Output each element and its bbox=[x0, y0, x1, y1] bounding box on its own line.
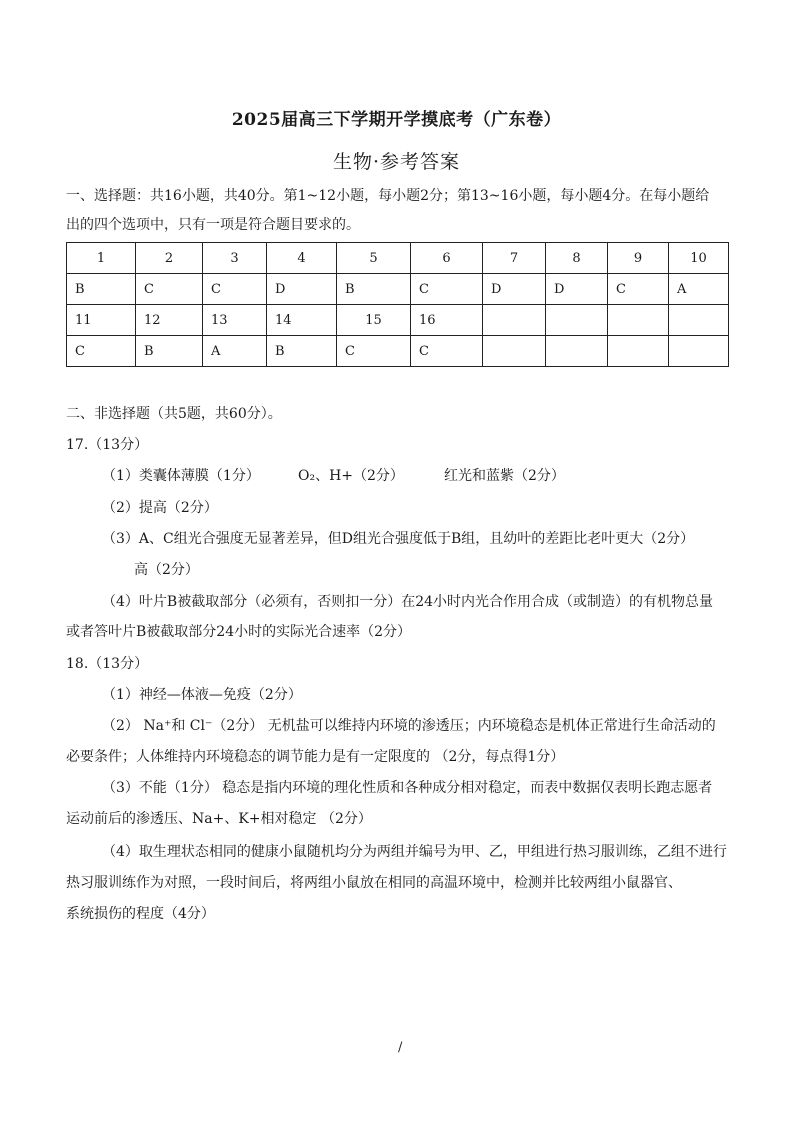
section1-instructions-line1: 一、选择题：共16小题，共40分。第1~12小题，每小题2分；第13~16小题，每小题4分。在每小题给 bbox=[66, 188, 710, 204]
table-row bbox=[67, 305, 729, 336]
table-cell: 8 bbox=[546, 243, 608, 274]
table-cell: 7 bbox=[483, 243, 546, 274]
table-cell: B bbox=[337, 274, 411, 305]
table-cell bbox=[546, 336, 608, 367]
table-row bbox=[67, 243, 729, 274]
table-cell: C bbox=[411, 336, 483, 367]
table-cell: 4 bbox=[267, 243, 337, 274]
table-cell: B bbox=[267, 336, 337, 367]
table-cell: A bbox=[669, 274, 729, 305]
table-cell: C bbox=[136, 274, 203, 305]
table-cell: 13 bbox=[203, 305, 267, 336]
q18-answer-3b: 运动前后的渗透压、Na+、K+相对稳定 （2分） bbox=[66, 811, 372, 827]
table-row bbox=[67, 274, 729, 305]
table-cell: D bbox=[483, 274, 546, 305]
table-cell: D bbox=[546, 274, 608, 305]
table-cell: C bbox=[337, 336, 411, 367]
table-cell: 9 bbox=[608, 243, 669, 274]
table-cell: C bbox=[411, 274, 483, 305]
q17-answer-1c: 红光和蓝紫（2分） bbox=[444, 468, 565, 484]
q18-answer-1: （1）神经—体液—免疫（2分） bbox=[102, 687, 302, 703]
q17-answer-1b: O₂、H+（2分） bbox=[298, 468, 404, 484]
table-cell bbox=[483, 305, 546, 336]
page-number: / bbox=[398, 1040, 403, 1055]
answer-table bbox=[66, 242, 729, 367]
table-cell bbox=[608, 336, 669, 367]
table-cell bbox=[483, 336, 546, 367]
table-cell: 10 bbox=[669, 243, 729, 274]
table-cell: 6 bbox=[411, 243, 483, 274]
q18-answer-4c: 系统损伤的程度（4分） bbox=[66, 906, 215, 922]
table-cell bbox=[546, 305, 608, 336]
table-cell: D bbox=[267, 274, 337, 305]
q18-label: 18.（13分） bbox=[66, 656, 149, 672]
table-cell: C bbox=[67, 336, 136, 367]
q18-answer-4: （4）取生理状态相同的健康小鼠随机均分为两组并编号为甲、乙，甲组进行热习服训练，乙组不进行 bbox=[102, 844, 727, 860]
q17-answer-1: （1）类囊体薄膜（1分） bbox=[102, 468, 260, 484]
table-cell: 11 bbox=[67, 305, 136, 336]
q17-label: 17.（13分） bbox=[66, 437, 149, 453]
exam-title: 2025届高三下学期开学摸底考（广东卷） bbox=[231, 110, 562, 130]
table-cell: B bbox=[136, 336, 203, 367]
table-cell: 3 bbox=[203, 243, 267, 274]
q17-answer-3: （3）A、C组光合强度无显著差异，但D组光合强度低于B组，且幼叶的差距比老叶更大（2分） bbox=[102, 531, 695, 547]
table-cell: 15 bbox=[337, 305, 411, 336]
table-cell bbox=[608, 305, 669, 336]
q17-answer-4b: 或者答叶片B被截取部分24小时的实际光合速率（2分） bbox=[66, 624, 412, 640]
table-cell bbox=[669, 305, 729, 336]
q17-answer-3b: 高（2分） bbox=[134, 562, 199, 578]
table-cell: 12 bbox=[136, 305, 203, 336]
table-cell: 5 bbox=[337, 243, 411, 274]
table-cell: 14 bbox=[267, 305, 337, 336]
table-cell: 1 bbox=[67, 243, 136, 274]
table-cell: 2 bbox=[136, 243, 203, 274]
table-cell: C bbox=[608, 274, 669, 305]
section2-heading: 二、非选择题（共5题，共60分）。 bbox=[66, 406, 282, 422]
table-cell: B bbox=[67, 274, 136, 305]
section1-instructions-line2: 出的四个选项中，只有一项是符合题目要求的。 bbox=[66, 217, 360, 233]
q18-answer-2: （2） Na⁺和 Cl⁻（2分） 无机盐可以维持内环境的渗透压；内环境稳态是机体正常进行生命活动的 bbox=[102, 718, 716, 734]
table-cell: 16 bbox=[411, 305, 483, 336]
table-cell: A bbox=[203, 336, 267, 367]
table-row bbox=[67, 336, 729, 367]
table-cell: C bbox=[203, 274, 267, 305]
table-cell bbox=[669, 336, 729, 367]
q18-answer-2b: 必要条件；人体维持内环境稳态的调节能力是有一定限度的 （2分，每点得1分） bbox=[66, 749, 565, 765]
q17-answer-2: （2）提高（2分） bbox=[102, 500, 218, 516]
q18-answer-3: （3）不能（1分） 稳态是指内环境的理化性质和各种成分相对稳定，而表中数据仅表明长跑志愿者 bbox=[102, 780, 713, 796]
answer-subtitle: 生物·参考答案 bbox=[332, 151, 461, 173]
q17-answer-4: （4）叶片B被截取部分（必须有，否则扣一分）在24小时内光合作用合成（或制造）的有机物总量 bbox=[102, 594, 714, 610]
q18-answer-4b: 热习服训练作为对照，一段时间后，将两组小鼠放在相同的高温环境中，检测并比较两组小鼠器官、 bbox=[66, 875, 682, 891]
